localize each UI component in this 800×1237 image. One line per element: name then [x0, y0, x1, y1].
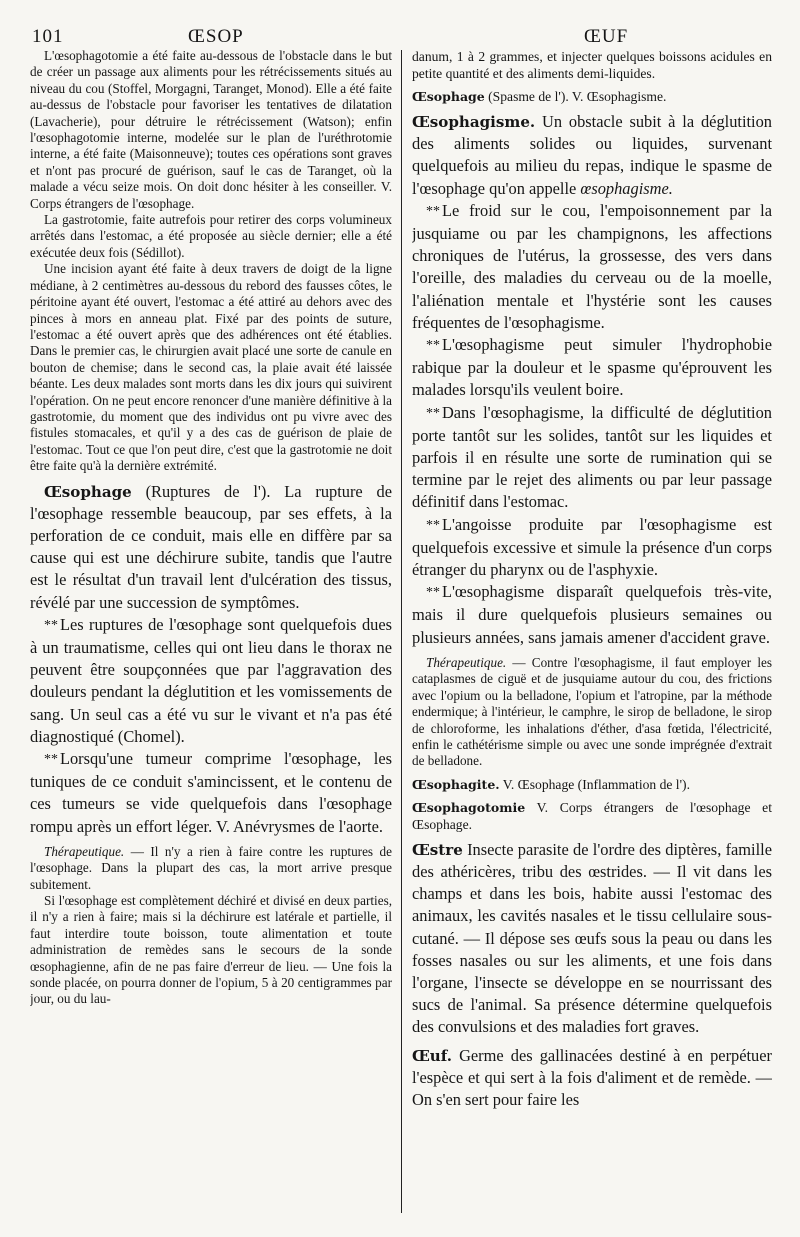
paragraph: ** Dans l'œsophagisme, la difficulté de déglutition porte tantôt sur les solides, tantôt sur les liquides et parfois il en résulte une sorte de rumination qui se termine par le rejet des aliments ou par leur passage définitif dans l'estomac. — [412, 402, 772, 512]
headword: Œsophagite. — [412, 776, 500, 792]
headword: Œsophagisme. — [412, 113, 536, 131]
entry-rupture — [30, 481, 392, 614]
paragraph: Une incision ayant été faite à deux travers de doigt de la ligne médiane, à 2 centimètres au-dessous du rebord des fausses côtes, le péritoine ayant été ouvert, l'estomac a été attiré au dehors avec des pinces à mors en anneau plat. Fixé par des points de suture, l'estomac a été ouvert après que des adhérences ont été établies. Dans le premier cas, le chirurgien avait placé une sorte de canule en bouton de chemise; dans le second cas, la plaie avait été laissée béante. Les deux malades sont morts dans les dix jours qui suivirent l'opération. On ne peut encore renoncer d'une manière définitive à la gastrotomie, du moment que des individus ont pu vivre avec des fistules stomacales, et qu'il y a des cas de guérison de plaie de l'estomac. Tout ce que l'on peut dire, c'est que la gastrotomie ne doit être faite qu'à la dernière extrémité. — [30, 261, 392, 474]
entry-text: (Ruptures de l'). La rupture de l'œsophage ressemble beaucoup, par ses effets, à la perforation de ce conduit, mais elle en diffère par sa cause qui est une déchirure subite, tandis que l'autre est le résultat d'un travail lent d'ulcération des tissus, révélé par une succession de symptômes. — [30, 481, 392, 612]
headword: Œsophagotomie — [412, 799, 526, 815]
paragraph: L'œsophagotomie a été faite au-dessous de l'obstacle dans le but de créer un passage aux aliments pour les rétrécissements situés au niveau du cou (Stoffel, Morgagni, Taranget, Monod). Elle a été faite au-dessus de l'obstacle pour favoriser les tentatives de dilatation (Lavacherie), pour détruire le rétrécissement (Watson); enfin l'œsophagotomie interne, modelée sur le plan de l'uréthrotomie interne, a été faite (Maisonneuve); toutes ces opérations sont graves et n'ont pas procuré de guérison, sauf le cas de Taranget, où la malade a vécu seize mois. On doit donc hésiter à les conseiller. V. Corps étrangers de l'œsophage. — [30, 48, 392, 211]
headword: Œsophage — [412, 89, 485, 104]
entry-spasme: Œsophage (Spasme de l'). V. Œsophagisme. — [412, 89, 667, 104]
therapeutics: Thérapeutique. — Il n'y a rien à faire contre les ruptures de l'œsophage. Dans la plupart des cas, la mort arrive presque subitement. — [30, 843, 392, 892]
running-head-right: ŒUF — [584, 26, 629, 47]
paragraph: ** Lorsqu'une tumeur comprime l'œsophage, les tuniques de ce conduit s'amincissent, et le contenu de ces tumeurs se vide quelquefois dans l'œsophage rompu après un effort léger. V. Anévrysmes de l'aorte. — [30, 749, 392, 836]
therapeutics-label: Thérapeutique. — [44, 843, 125, 859]
therapeutics: Thérapeutique. — Contre l'œsophagisme, il faut employer les cataplasmes de ciguë et de jusquiame autour du cou, des frictions avec l'opium ou la belladone, l'opium et l'atropine, par la méthode endermique; à l'intérieur, le camphre, le sirop de belladone, le sirop de chloroforme, les inhalations d'éther, d'asa fœtida, l'électricité, enfin le cathétérisme simple ou avec une sonde imprégnée d'extrait de belladone. — [412, 654, 772, 769]
entry-oesophagotomie: Œsophagotomie V. Corps étrangers de l'œsophage et Œsophage. — [412, 799, 772, 832]
entry-oesophagite: Œsophagite. V. Œsophage (Inflammation de l'). — [412, 776, 690, 792]
entry-oeuf: Œuf. Germe des gallinacées destiné à en perpétuer l'espèce et qui sert à la fois d'aliment et de remède. — On s'en sert pour faire les — [412, 1045, 772, 1109]
running-head-left: ŒSOP — [188, 26, 244, 47]
entry-oesophagisme: Œsophagisme. Un obstacle subit à la déglutition des aliments solides ou liquides, survenant quelquefois au milieu du repas, indique le spasme de l'œsophage qu'on appelle œsophagisme. — [412, 112, 772, 198]
paragraph: Si l'œsophage est complètement déchiré et divisé en deux parties, il n'y a rien à faire; mais si la déchirure est latérale et partielle, il faut interdire toute boisson, toute alimentation et toute administration de remèdes sans le secours de la sonde œsophagienne, afin de ne pas faire d'erreur de lieu. — Une fois la sonde placée, on pourra donner de l'opium, 5 à 20 centigrammes par jour, ou du lau- — [30, 893, 392, 1007]
paragraph: danum, 1 à 2 grammes, et injecter quelques boissons acidules en petite quantité et des aliments demi-liquides. — [412, 49, 772, 81]
therapeutics-label: Thérapeutique. — [426, 654, 507, 670]
paragraph: ** L'œsophagisme peut simuler l'hydrophobie rabique par la douleur et le spasme qu'éprouvent les malades lorsqu'ils veulent boire. — [412, 335, 772, 400]
column-divider — [401, 50, 402, 1213]
headword: Œsophage — [44, 482, 132, 501]
entry-oestre: Œstre Insecte parasite de l'ordre des diptères, famille des athéricères, tribu des œstrides. — Il vit dans les champs et dans les bois, habite aussi l'estomac des animaux, les cavités nasales et le tissu cellulaire sous-cutané. — Il dépose ses œufs sous la peau ou dans les fosses nasales ou sur les aliments, et une fois dans l'organe, l'insecte se développe en se nourrissant des sucs de l'animal. Sa présence détermine quelquefois des convulsions et des maladies fort graves. — [412, 839, 772, 1037]
headword: Œuf. — [412, 1046, 452, 1065]
paragraph: La gastrotomie, faite autrefois pour retirer des corps volumineux arrêtés dans l'estomac, a été proposée au siècle dernier; elle a été exécutée deux fois (Sédillot). — [30, 212, 392, 260]
headword: Œstre — [412, 840, 463, 859]
page-number: 101 — [32, 26, 64, 47]
paragraph: ** Les ruptures de l'œsophage sont quelquefois dues à un traumatisme, celles qui ont lieu dans le thorax ne peuvent être soupçonnées que par l'aggravation des douleurs pendant la déglutition et les vomissements de sang. Un seul cas a été vu sur le vivant et n'a pas été diagnostiqué (Chomel). — [30, 614, 392, 746]
paragraph: ** Le froid sur le cou, l'empoisonnement par la jusquiame ou par les champignons, les affections chroniques de l'utérus, la grossesse, des vers dans l'oreille, des maladies du cerveau ou de la moelle, l'aliénation mentale et l'hystérie sont les causes fréquentes de l'œsophagisme. — [412, 200, 772, 332]
right-column — [412, 48, 772, 1219]
paragraph: ** L'angoisse produite par l'œsophagisme est quelquefois excessive et simule la présence d'un corps étranger du pharynx ou de l'asphyxie. — [412, 514, 772, 580]
paragraph: ** L'œsophagisme disparaît quelquefois très-vite, mais il dure quelquefois plusieurs semaines ou plusieurs années, sans jamais amener d'accident grave. — [412, 582, 772, 647]
left-column — [30, 48, 392, 1219]
